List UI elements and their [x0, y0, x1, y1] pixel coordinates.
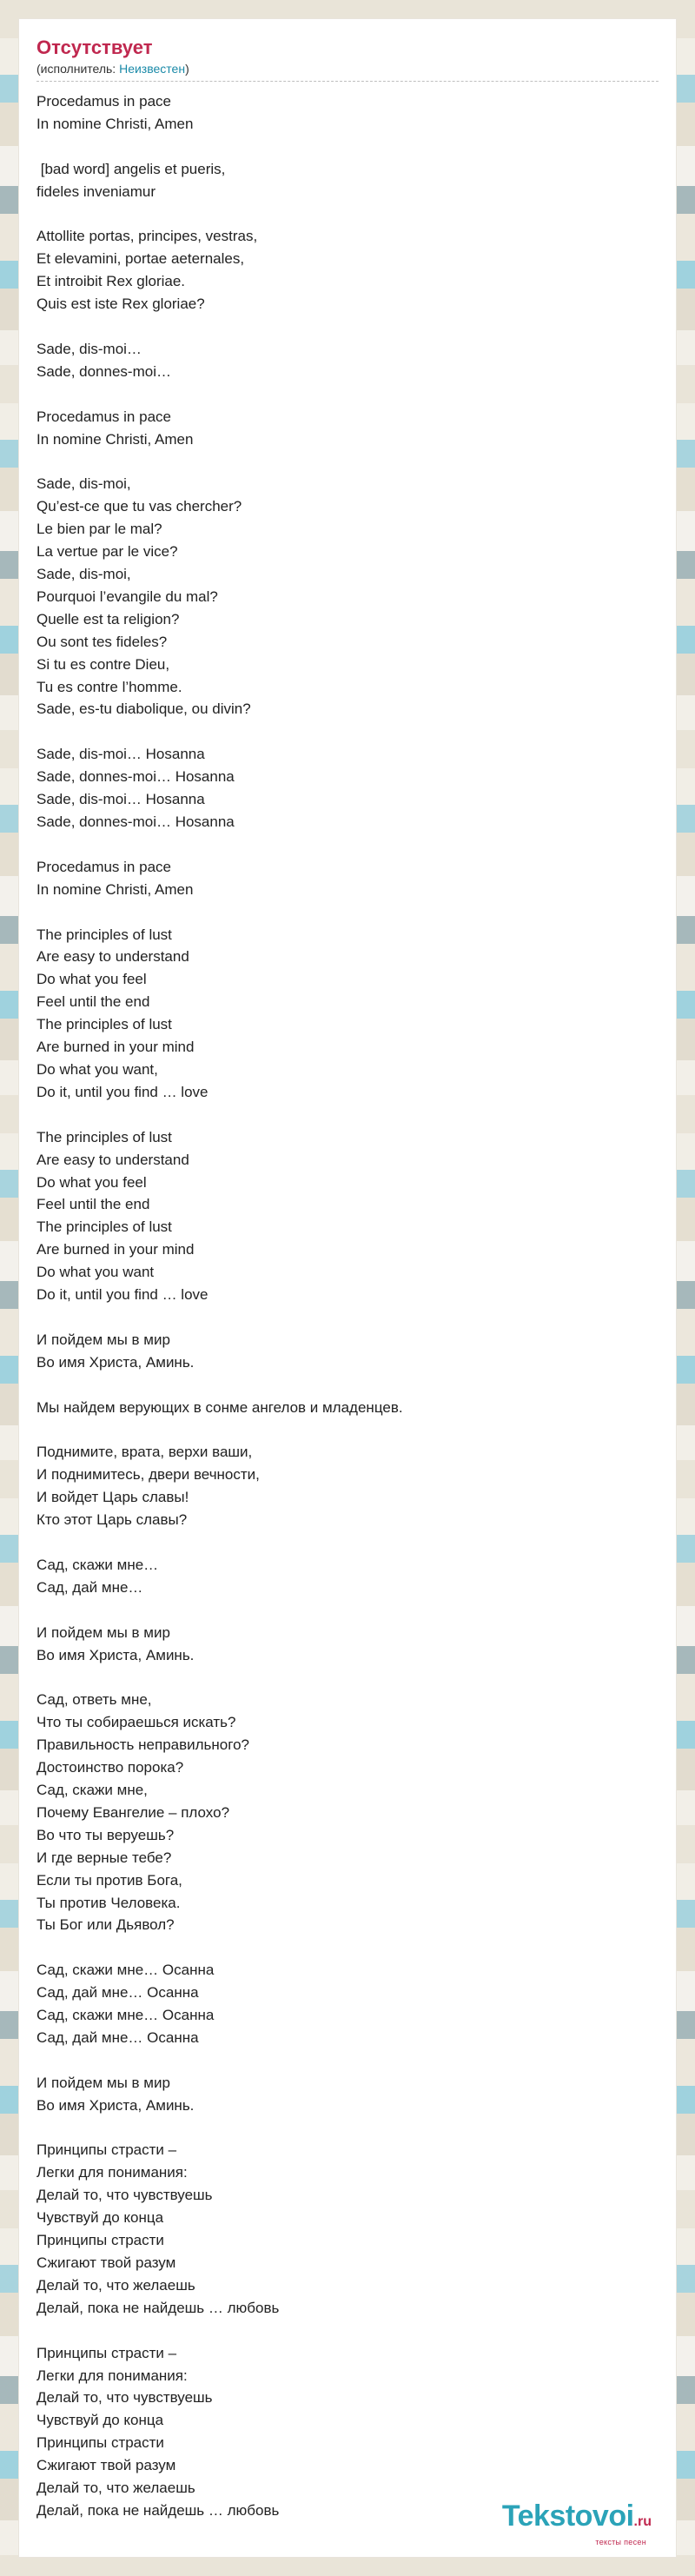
header-divider [36, 81, 659, 82]
logo-tld: .ru [633, 2514, 652, 2529]
lyrics-text: Procedamus in pace In nomine Christi, Amen [bad word] angelis et pueris, fideles inveniamur Attollite portas, principes, vestras, Et elevamini, portae aeternales, Et introibit Rex gloriae. Quis est iste Rex gloriae? Sade, dis-moi… Sade, donnes-moi… Procedamus in pace In nomine Christi, Amen Sade, dis-moi, Qu’est-ce que tu vas chercher? Le bien par le mal? La vertue par le vice? Sade, dis-moi, Pourquoi l’evangile du mal? Quelle est ta religion? Ou sont tes fideles? Si tu es contre Dieu, Tu es contre l’homme. Sade, es-tu diabolique, ou divin? Sade, dis-moi… Hosanna Sade, donnes-moi… Hosanna Sade, dis-moi… Hosanna Sade, donnes-moi… Hosanna Procedamus in pace In nomine Christi, Amen The principles of lust Are easy to understand Do what you feel Feel until the end The principles of lust Are burned in your mind Do what you want, Do it, until you find … love The principles of lust Are easy to understand Do what you feel Feel until the end The principles of lust Are burned in your mind Do what you want Do it, until you find … love И пойдем мы в мир Во имя Христа, Аминь. Мы найдем верующих в сонме ангелов и младенцев. Поднимите, врата, верхи ваши, И поднимитесь, двери вечности, И войдет Царь славы! Кто этот Царь славы? Сад, скажи мне… Сад, дай мне… И пойдем мы в мир Во имя Христа, Аминь. Сад, ответь мне, Что ты собираешься искать? Правильность неправильного? Достоинство порока? Сад, скажи мне, Почему Евангелие – плохо? Во что ты веруешь? И где верные тебе? Если ты против Бога, Ты против Человека. Ты Бог или Дьявол? Сад, скажи мне… Осанна Сад, дай мне… Осанна Сад, скажи мне… Осанна Сад, дай мне… Осанна И пойдем мы в мир Во имя Христа, Аминь. Принципы страсти – Легки для понимания: Делай то, что чувствуешь Чувствуй до конца Принципы страсти Сжигают твой разум Делай то, что желаешь Делай, пока не найдешь … любовь Принципы страсти – Легки для понимания: Делай то, что чувствуешь Чувствуй до конца Принципы страсти Сжигают твой разум Делай то, что желаешь Делай, пока не найдешь … любовь [36, 93, 403, 2519]
song-header [36, 37, 659, 82]
logo-wordmark [502, 2501, 652, 2537]
logo-main-text: Tekstovoi [501, 2500, 634, 2533]
artist-line [36, 61, 659, 76]
artist-suffix: ) [185, 62, 189, 76]
logo-tagline: тексты песен [595, 2538, 646, 2546]
song-title: Отсутствует [36, 37, 153, 58]
lyrics-card [19, 19, 676, 2557]
site-logo[interactable] [502, 2501, 652, 2546]
artist-link[interactable]: Неизвестен [119, 62, 186, 76]
artist-prefix: (исполнитель: [36, 62, 120, 76]
